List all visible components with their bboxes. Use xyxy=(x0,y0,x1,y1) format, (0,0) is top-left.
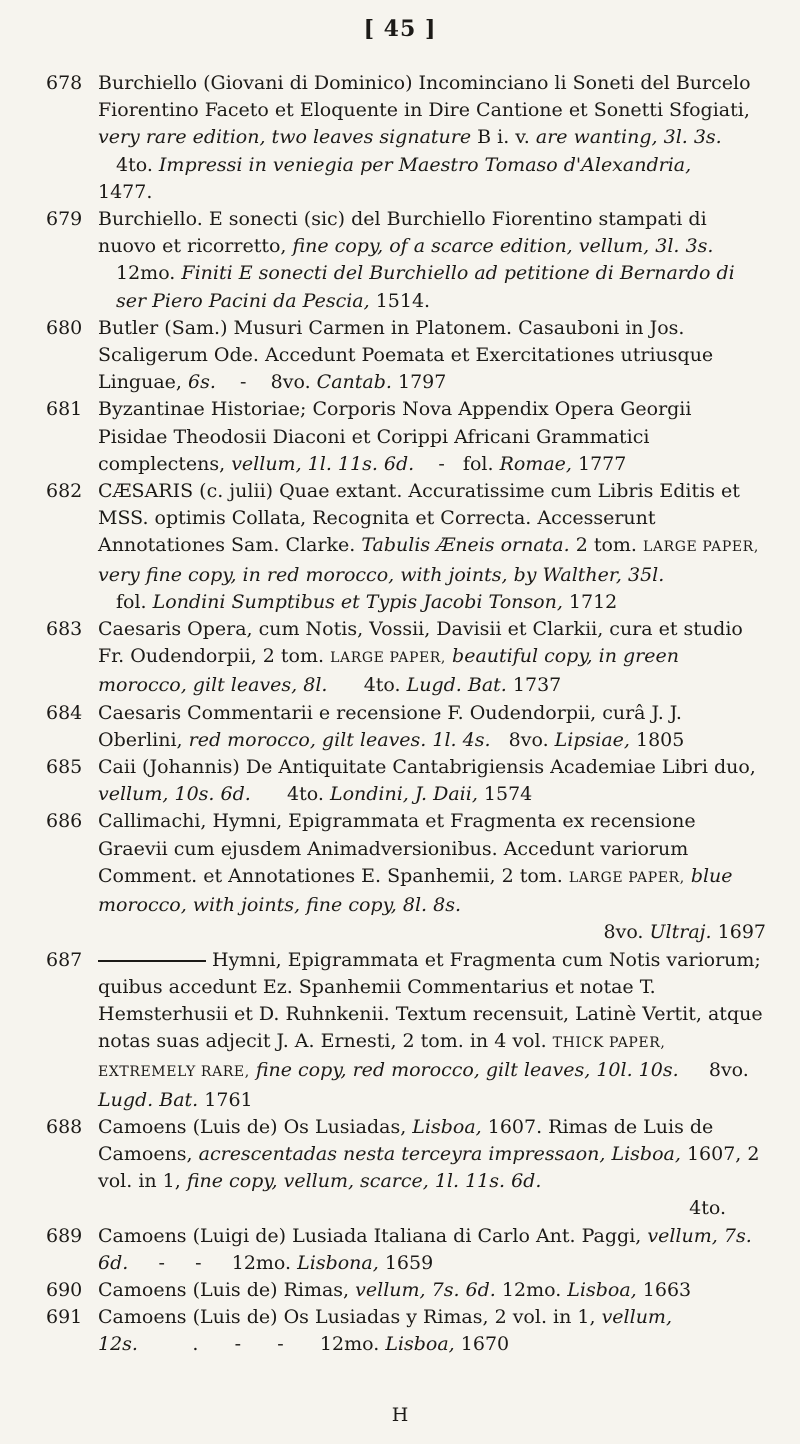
entry-682: 682 CÆSARIS (c. julii) Quae extant. Accuratissime cum Libris Editis et MSS. optimis Collata, Recognita et Correcta. Accesserunt Annotationes Sam. Clarke. Tabulis Æneis ornata. 2 tom. LARGE PAPER, very fine copy, in red morocco, with joints, by Walther, 35l. fol. Londini Sumptibus et Typis Jacobi Tonson, 1712 xyxy=(46,480,759,613)
entry-680: 680 Butler (Sam.) Musuri Carmen in Platonem. Casauboni in Jos. Scaligerum Ode. Accedunt Poemata et Exercitationes utriusque Linguae, 6s. - 8vo. Cantab. 1797 xyxy=(46,316,714,394)
entry-number: 678 xyxy=(46,72,83,94)
entry-number: 690 xyxy=(46,1278,83,1301)
entry-number: 687 xyxy=(46,948,83,971)
entry-number: 683 xyxy=(46,618,83,641)
entry-681: 681 Byzantinae Historiae; Corporis Nova Appendix Opera Georgii Pisidae Theodosii Diaconi et Corippi Africani Grammatici complectens, vellum, 1l. 11s. 6d. - fol. Romae, 1777 xyxy=(46,398,692,475)
entry-number: 686 xyxy=(46,810,83,833)
entry-number: 689 xyxy=(46,1224,83,1247)
entry-688: 688 Camoens (Luis de) Os Lusiadas, Lisboa, 1607. Rimas de Luis de Camoens, acrescentadas nesta terceyra impressaon, Lisboa, 1607, 2 vol. in 1, fine copy, vellum, scarce, 1l. 11s. 6d. 4to. xyxy=(46,1115,760,1220)
entry-list xyxy=(46,70,766,1359)
page-number: [ 45 ] xyxy=(363,16,437,42)
entry-690: 690 Camoens (Luis de) Rimas, vellum, 7s. 6d. 12mo. Lisboa, 1663 xyxy=(46,1277,766,1304)
entry-686: 686 Callimachi, Hymni, Epigrammata et Fragmenta ex recensione Graevii cum ejusdem Animadversionibus. Accedunt variorum Comment. et Annotationes E. Spanhemii, 2 tom. LARGE PAPER, blue morocco, with joints, fine copy, 8l. 8s. 8vo. Ultraj. 1697 xyxy=(46,810,766,944)
entry-number: 682 xyxy=(46,480,83,503)
entry-number: 688 xyxy=(46,1115,83,1138)
entry-679: 679 Burchiello. E sonecti (sic) del Burchiello Fiorentino stampati di nuovo et ricorretto, fine copy, of a scarce edition, vellum, 3l. 3s. 12mo. Finiti E sonecti del Burchiello ad petitione di Bernardo di ser Piero Pacini da Pescia, 1514. xyxy=(46,208,735,312)
entry-689: 689 Camoens (Luigi de) Lusiada Italiana di Carlo Ant. Paggi, vellum, 7s. 6d. - - 12mo. Lisbona, 1659 xyxy=(46,1224,752,1274)
entry-number: 691 xyxy=(46,1306,83,1329)
entry-687: 687 Hymni, Epigrammata et Fragmenta cum Notis variorum; quibus accedunt Ez. Spanhemii Commentarius et notae T. Hemsterhusii et D. Ruhnkenii. Textum recensuit, Latinè Vertit, atque notas suas adjecit J. A. Ernesti, 2 tom. in 4 vol. THICK PAPER, EXTREMELY RARE, fine copy, red morocco, gilt leaves, 10l. 10s. 8vo. Lugd. Bat. 1761 xyxy=(46,948,763,1111)
entry-number: 681 xyxy=(46,398,83,421)
entry-number: 680 xyxy=(46,316,83,339)
entry-684: 684 Caesaris Commentarii e recensione F. Oudendorpii, curâ J. J. Oberlini, red morocco, gilt leaves. 1l. 4s. 8vo. Lipsiae, 1805 xyxy=(46,701,685,751)
entry-number: 684 xyxy=(46,701,83,724)
entry-number: 679 xyxy=(46,208,83,231)
entry-683: 683 Caesaris Opera, cum Notis, Vossii, Davisii et Clarkii, cura et studio Fr. Oudendorpii, 2 tom. LARGE PAPER, beautiful copy, in green morocco, gilt leaves, 8l. 4to. Lugd. Bat. 1737 xyxy=(46,618,743,697)
entry-number: 685 xyxy=(46,756,83,779)
entry-691: 691 Camoens (Luis de) Os Lusiadas y Rimas, 2 vol. in 1, vellum, 12s. . - - 12mo. Lisboa, 1670 xyxy=(46,1306,672,1356)
entry-685: 685 Caii (Johannis) De Antiquitate Cantabrigiensis Academiae Libri duo, vellum, 10s. 6d. 4to. Londini, J. Daii, 1574 xyxy=(46,756,756,806)
signature-mark: H xyxy=(391,1404,409,1426)
entry-678: 678 Burchiello (Giovani di Dominico) Incominciano li Soneti del Burcelo Fiorentino Faceto et Eloquente in Dire Cantione et Sonetti Sfogiati, very rare edition, two leaves signature B i. v. are wanting, 3l. 3s. 4to. Impressi in veniegia per Maestro Tomaso d'Alexandria, 1477. xyxy=(46,72,751,203)
ditto-dash xyxy=(98,960,206,962)
